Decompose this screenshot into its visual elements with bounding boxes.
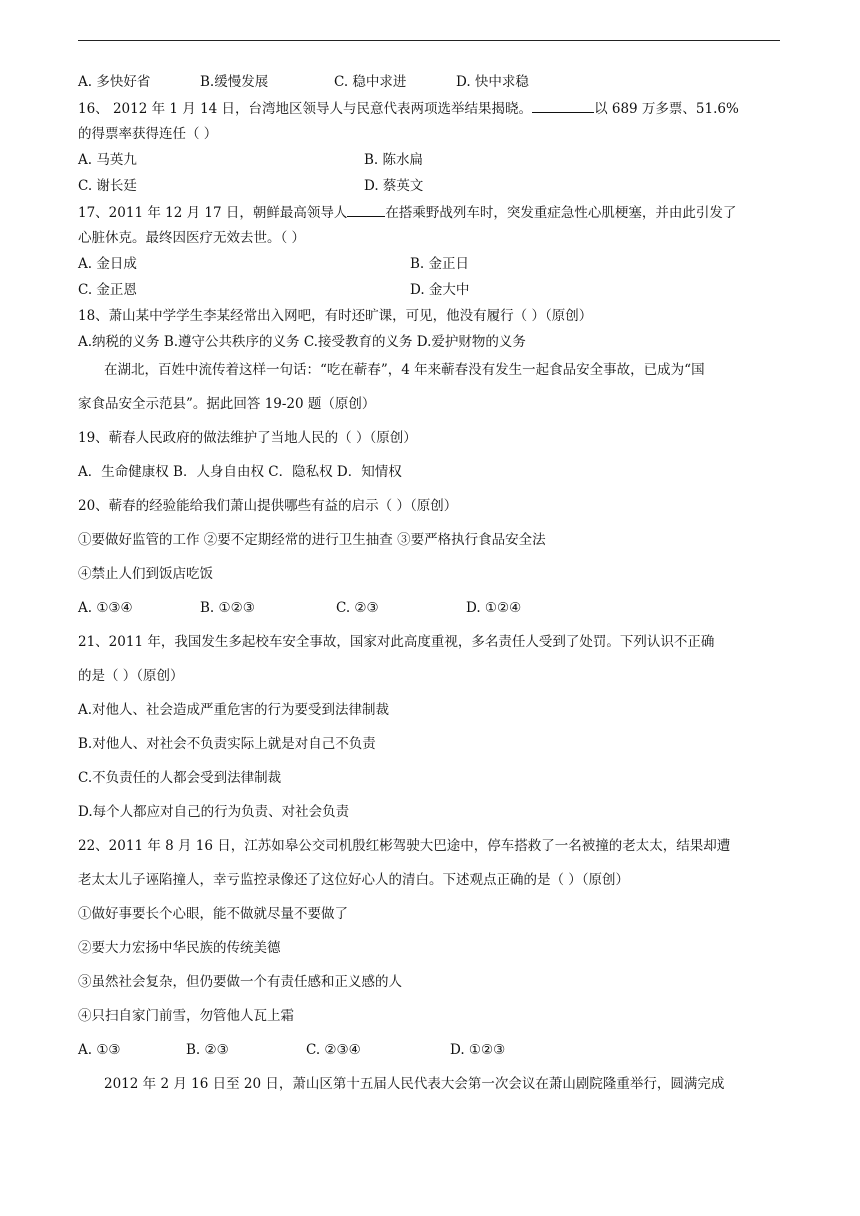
q18-stem: 18、萧山某中学学生李某经常出入网吧，有时还旷课，可见，他没有履行（ ）（原创） <box>78 308 593 324</box>
q19-stem: 19、蕲春人民政府的做法维护了当地人民的（ ）（原创） <box>78 430 417 446</box>
q16-stem-line2: 的得票率获得连任（ ） <box>78 126 218 142</box>
q22-stem-line1: 22、2011 年 8 月 16 日，江苏如皋公交司机殷红彬驾驶大巴途中，停车搭救了一名被撞的老太太，结果却遭 <box>78 838 731 854</box>
q20-stem: 20、蕲春的经验能给我们萧山提供哪些有益的启示（ ）（原创） <box>78 498 458 514</box>
q22-item-4: ④只扫自家门前雪，勿管他人瓦上霜 <box>78 1008 294 1024</box>
option-c: C. ②③ <box>336 600 379 616</box>
q17-stem-line2: 心脏休克。最终因医疗无效去世。（ ） <box>78 230 306 246</box>
q22-stem-line2: 老太太儿子诬陷撞人，幸亏监控录像还了这位好心人的清白。下述观点正确的是（ ）（原创） <box>78 872 630 888</box>
q17-stem-pre: 17、2011 年 12 月 17 日，朝鲜最高领导人 <box>78 205 348 221</box>
q20-items-line1: ①要做好监管的工作 ②要不定期经常的进行卫生抽查 ③要严格执行食品安全法 <box>78 532 546 548</box>
option-b: B. ②③ <box>186 1042 229 1058</box>
q22-item-3: ③虽然社会复杂，但仍要做一个有责任感和正义感的人 <box>78 974 402 990</box>
q16-stem-post: 以 689 万多票、51.6% <box>594 101 739 117</box>
option-c: C. 谢长廷 <box>78 178 137 194</box>
passage2-line1: 2012 年 2 月 16 日至 20 日，萧山区第十五届人民代表大会第一次会议在萧山剧院隆重举行，圆满完成 <box>104 1076 725 1092</box>
option-b: B.缓慢发展 <box>200 74 269 90</box>
header-rule <box>78 40 780 41</box>
option-d: D. ①②④ <box>466 600 522 616</box>
option-a: A. 多快好省 <box>78 74 151 90</box>
q22-item-2: ②要大力宏扬中华民族的传统美德 <box>78 940 281 956</box>
option-b: B. 陈水扁 <box>364 152 424 168</box>
answer-blank <box>532 98 594 113</box>
option-a: A. ①③ <box>78 1042 121 1058</box>
q21-option-d: D.每个人都应对自己的行为负责、对社会负责 <box>78 804 350 820</box>
q21-stem-line2: 的是（ ）（原创） <box>78 668 184 684</box>
q20-items-line2: ④禁止人们到饭店吃饭 <box>78 566 213 582</box>
q21-option-a: A.对他人、社会造成严重危害的行为要受到法律制裁 <box>78 702 390 718</box>
option-a: A. ①③④ <box>78 600 133 616</box>
q16-stem-pre: 16、 2012 年 1 月 14 日，台湾地区领导人与民意代表两项选举结果揭晓。 <box>78 101 533 117</box>
option-c: C. 稳中求进 <box>334 74 407 90</box>
q16-stem-line1 <box>78 98 739 119</box>
passage1-line1: 在湖北，百姓中流传着这样一句话：“吃在蕲春”，4 年来蕲春没有发生一起食品安全事故，已成为“国 <box>104 362 705 378</box>
option-b: B. ①②③ <box>200 600 255 616</box>
q17-stem-line1 <box>78 202 736 223</box>
option-d: D. 金大中 <box>410 282 470 298</box>
q19-options: A．生命健康权 B．人身自由权 C．隐私权 D．知情权 <box>78 464 402 480</box>
passage1-line2: 家食品安全示范县”。据此回答 19-20 题（原创） <box>78 396 376 412</box>
option-d: D. 蔡英文 <box>364 178 424 194</box>
q22-item-1: ①做好事要长个心眼，能不做就尽量不要做了 <box>78 906 348 922</box>
q18-options: A.纳税的义务 B.遵守公共秩序的义务 C.接受教育的义务 D.爱护财物的义务 <box>78 334 526 350</box>
option-c: C. 金正恩 <box>78 282 137 298</box>
q21-stem-line1: 21、2011 年，我国发生多起校车安全事故，国家对此高度重视，多名责任人受到了处罚。下列认识不正确 <box>78 634 715 650</box>
answer-blank <box>347 202 385 217</box>
q17-stem-post: 在搭乘野战列车时，突发重症急性心肌梗塞，并由此引发了 <box>385 205 737 221</box>
option-a: A. 金日成 <box>78 256 137 272</box>
option-d: D. ①②③ <box>450 1042 506 1058</box>
option-a: A. 马英九 <box>78 152 137 168</box>
option-d: D. 快中求稳 <box>456 74 529 90</box>
q21-option-c: C.不负责任的人都会受到法律制裁 <box>78 770 282 786</box>
q21-option-b: B.对他人、对社会不负责实际上就是对自己不负责 <box>78 736 376 752</box>
option-b: B. 金正日 <box>410 256 470 272</box>
option-c: C. ②③④ <box>306 1042 361 1058</box>
